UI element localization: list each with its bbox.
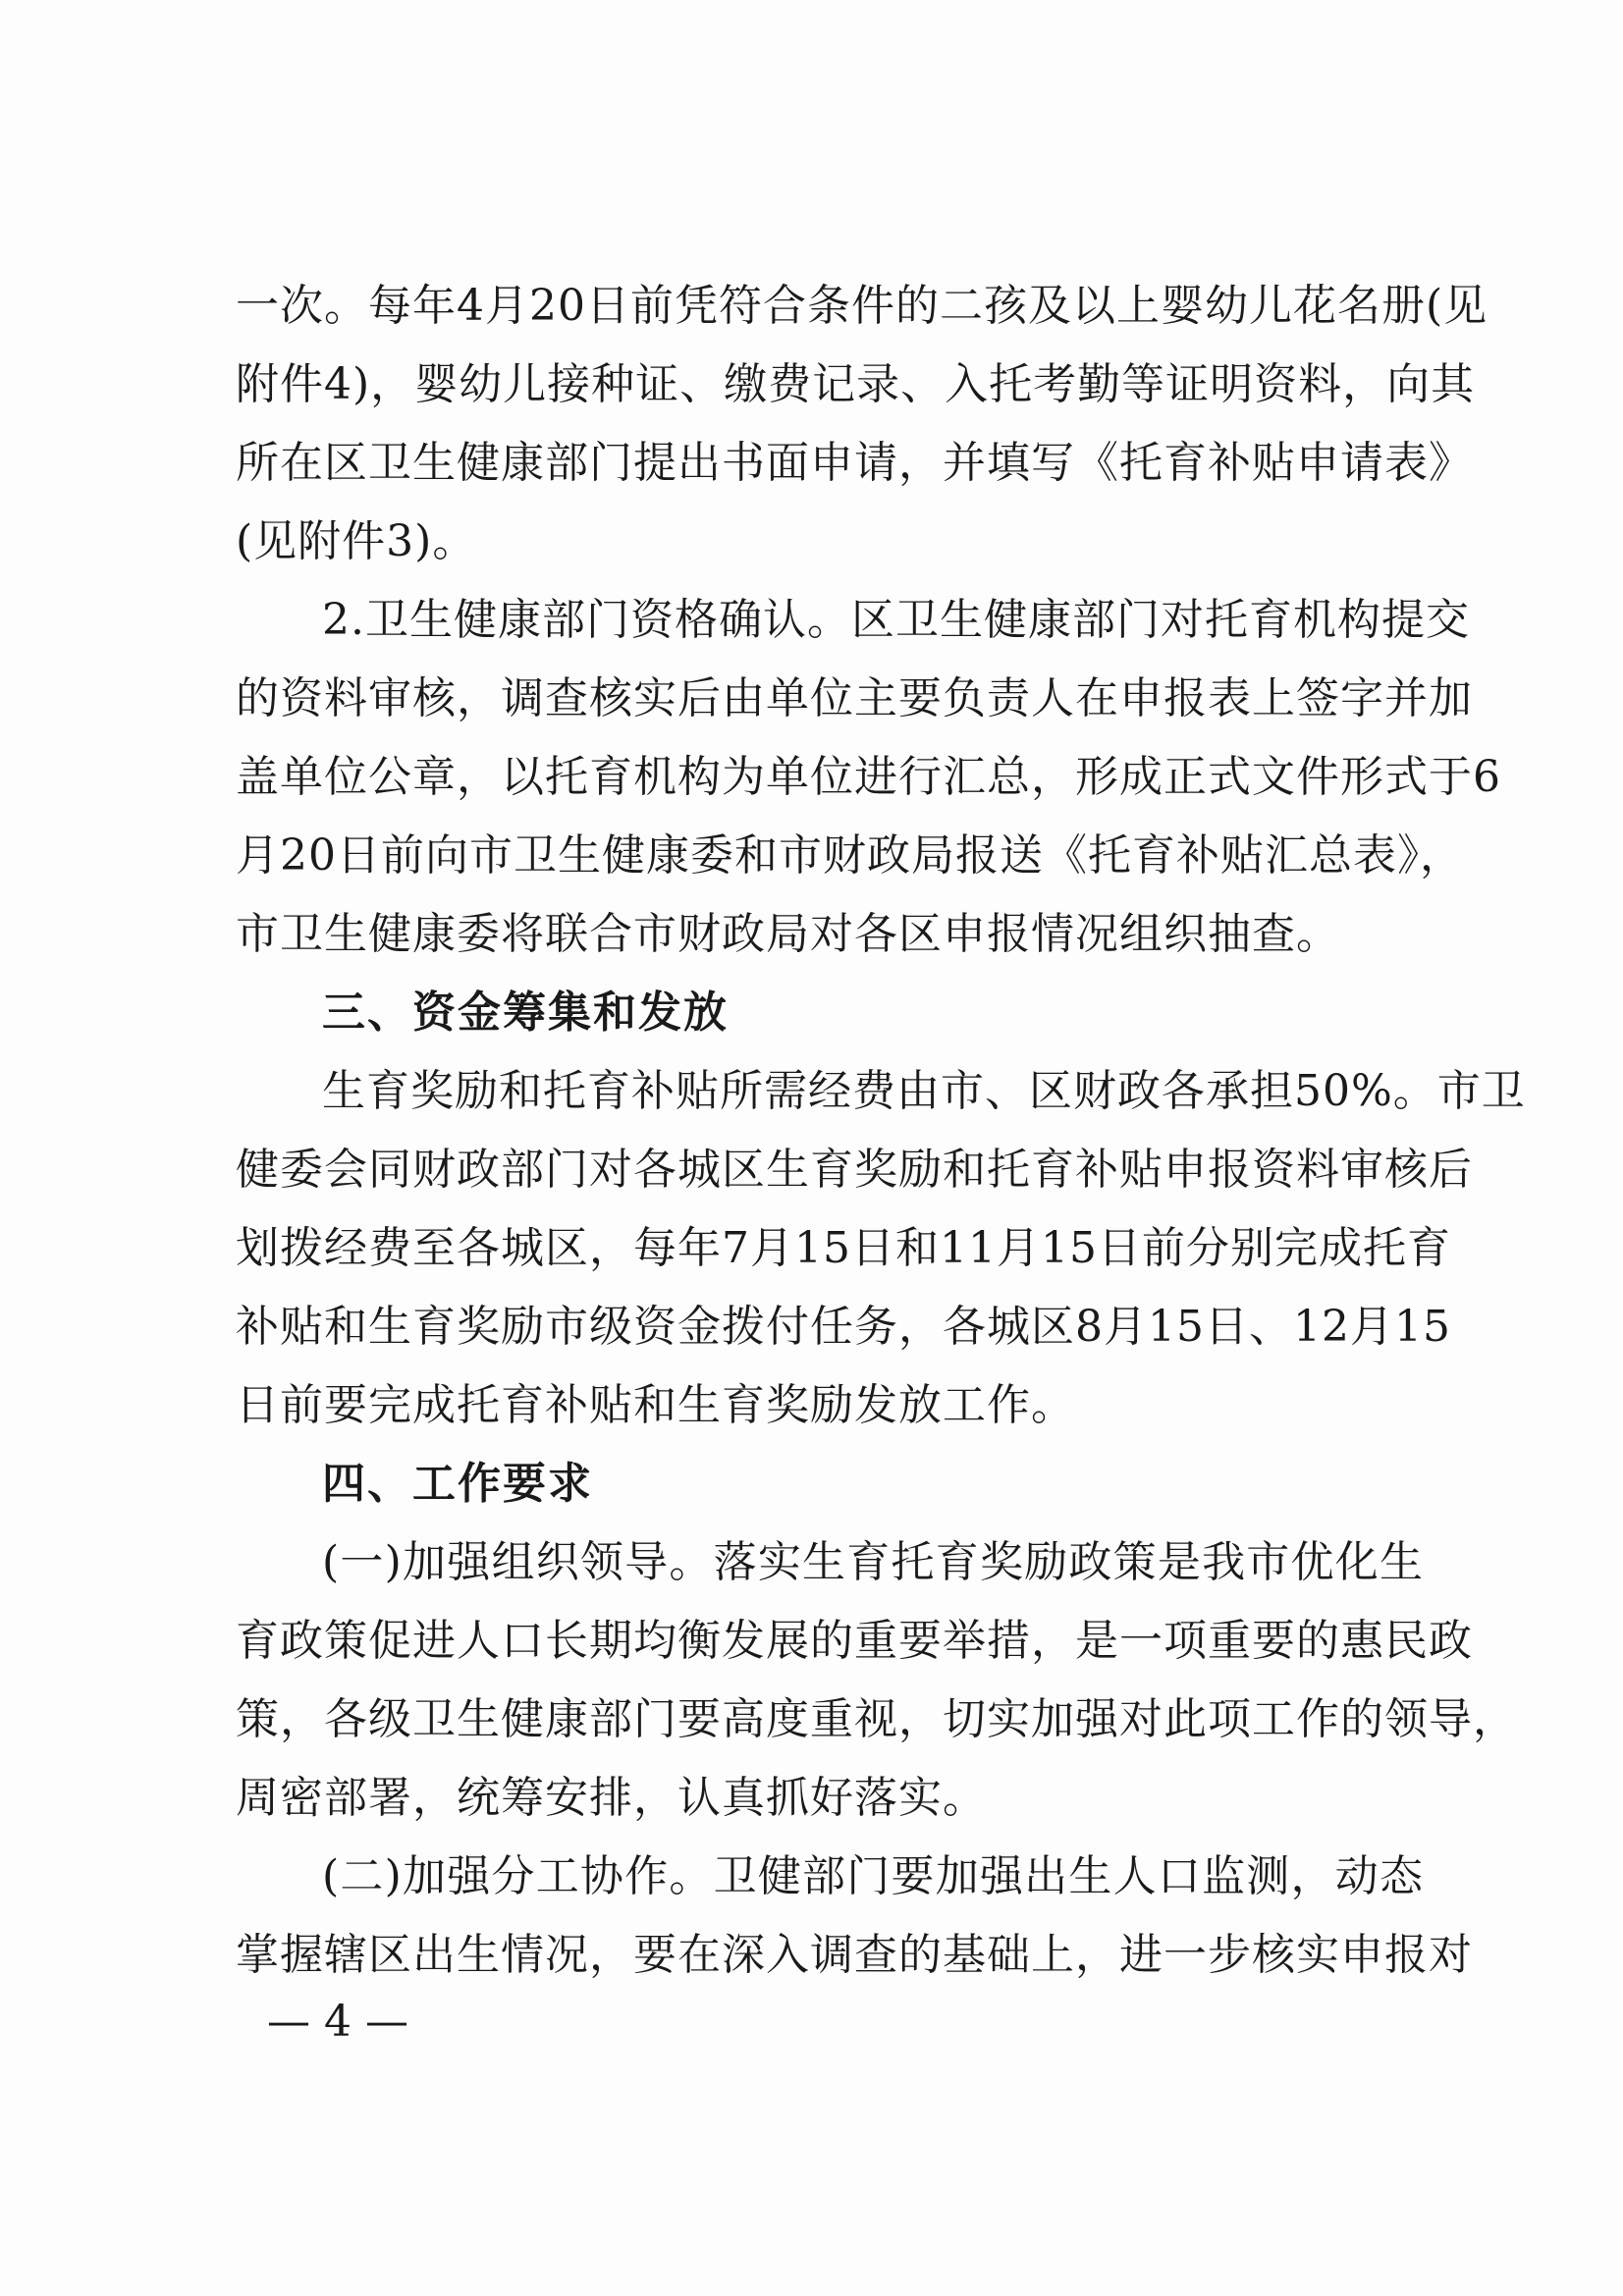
text-line: 的资料审核，调查核实后由单位主要负责人在申报表上签字并加 <box>236 673 1473 723</box>
text-line: 一次。每年4月20日前凭符合条件的二孩及以上婴幼儿花名册(见 <box>236 281 1488 331</box>
text-line: 所在区卫生健康部门提出书面申请，并填写《托育补贴申请表》 <box>236 438 1473 488</box>
text-line: 策，各级卫生健康部门要高度重视，切实加强对此项工作的领导， <box>236 1694 1517 1744</box>
text-line: 补贴和生育奖励市级资金拨付任务，各城区8月15日、12月15 <box>236 1302 1451 1352</box>
text-line: 月20日前向市卫生健康委和市财政局报送《托育补贴汇总表》， <box>236 830 1464 881</box>
text-line: (见附件3)。 <box>236 516 477 566</box>
text-line: 日前要完成托育补贴和生育奖励发放工作。 <box>236 1380 1075 1430</box>
text-line: (一)加强组织领导。落实生育托育奖励政策是我市优化生 <box>322 1537 1424 1587</box>
text-line: (二)加强分工协作。卫健部门要加强出生人口监测，动态 <box>322 1851 1424 1901</box>
section-heading: 四、工作要求 <box>322 1459 593 1509</box>
page-number: — 4 — <box>267 1997 408 2047</box>
text-line: 划拨经费至各城区，每年7月15日和11月15日前分别完成托育 <box>236 1223 1451 1273</box>
text-line: 盖单位公章，以托育机构为单位进行汇总，形成正式文件形式于6 <box>236 752 1501 802</box>
text-line: 健委会同财政部门对各城区生育奖励和托育补贴申报资料审核后 <box>236 1145 1473 1195</box>
text-line: 周密部署，统筹安排，认真抓好落实。 <box>236 1773 987 1823</box>
text-line: 附件4)，婴幼儿接种证、缴费记录、入托考勤等证明资料，向其 <box>236 359 1476 409</box>
text-line: 掌握辖区出生情况，要在深入调查的基础上，进一步核实申报对 <box>236 1930 1473 1980</box>
text-line: 育政策促进人口长期均衡发展的重要举措，是一项重要的惠民政 <box>236 1616 1473 1666</box>
section-heading: 三、资金筹集和发放 <box>322 988 729 1038</box>
text-line: 2.卫生健康部门资格确认。区卫生健康部门对托育机构提交 <box>322 595 1470 645</box>
text-line: 市卫生健康委将联合市财政局对各区申报情况组织抽查。 <box>236 909 1340 959</box>
text-line: 生育奖励和托育补贴所需经费由市、区财政各承担50%。市卫 <box>322 1066 1526 1116</box>
